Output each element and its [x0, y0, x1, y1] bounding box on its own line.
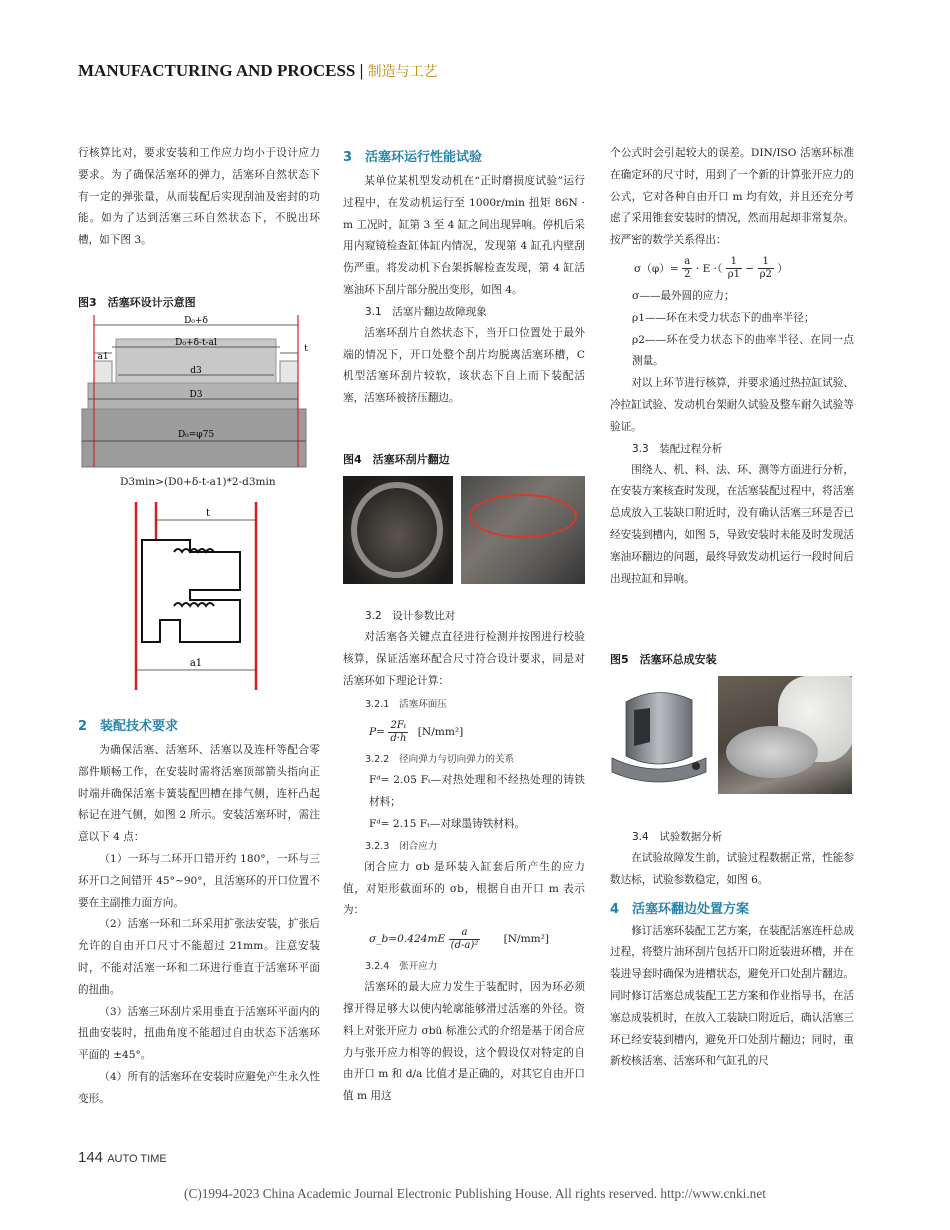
section-3-2-1-title: 3.2.1 活塞环面压 [365, 699, 447, 711]
section-3-2-4-title: 3.2.4 张开应力 [365, 961, 438, 973]
right-column [610, 143, 854, 590]
fig3-ring-right [280, 361, 298, 383]
section-4-title: 4 活塞环翻边处置方案 [610, 901, 750, 917]
fig3-label-d3: d3 [190, 366, 202, 376]
figure-3b-diagram [120, 500, 280, 696]
formula-4-den-3: ρ2 [759, 269, 772, 281]
figure-3-diagram [78, 313, 320, 471]
fig3-label-top: D₀+δ [184, 316, 208, 326]
piston-ring-highlight [469, 494, 577, 538]
left-column [78, 143, 320, 252]
cylinder-bore-ring [351, 482, 443, 578]
formula-4-den-2: ρ1 [727, 269, 740, 281]
right-column-lower [610, 827, 854, 1073]
formula-1-fraction [388, 720, 408, 745]
formula-face-pressure [343, 715, 585, 749]
formula-1-numerator: 2Fₜ [388, 720, 408, 733]
fig3b-ring-profile [142, 540, 240, 642]
page-number: 144 [78, 1149, 104, 1166]
figure-3-formula: D3min>(D0+δ-t-a1)*2-d3min [120, 476, 276, 488]
section-3-title: 3 活塞环运行性能试验 [343, 150, 483, 165]
formula-3-unit: [N/mm²] [503, 933, 550, 946]
intro-paragraph: 行核算比对，要求安装和工作应力均小于设计应力要求。为了确保活塞环的弹力，活塞环自然状态下有一定的弹张量，从而装配后实现刮油及密封的功能。如为了达到活塞三环自然状态下，不脱出环槽，如下图 3。 [78, 147, 320, 247]
figure-4-title: 图4 活塞环刮片翻边 [343, 453, 450, 466]
header-separator: | [359, 61, 364, 80]
left-column-section-2 [78, 715, 320, 1111]
section-3-4-title: 3.4 试验数据分析 [632, 831, 723, 843]
fig3-label-t: t [304, 344, 308, 354]
fixture-notch [634, 708, 650, 746]
figure-5-fixture-render [606, 680, 712, 792]
formula-radial-force-2: Fᵈ= 2.15 Fₜ—对球墨铸铁材料。 [369, 817, 526, 830]
figure-3-title: 图3 活塞环设计示意图 [78, 296, 196, 309]
formula-3-denominator: (d-a)² [450, 939, 479, 951]
formula-4-num-3: 1 [758, 256, 774, 269]
definition-rho2: ρ2——环在受力状态下的曲率半径、在同一点测量。 [632, 333, 854, 368]
formula-radial-force-1: Fᵈ= 2.05 Fₜ—对热处理和不经热处理的铸铁材料； [369, 774, 585, 809]
page-footer [78, 1149, 167, 1166]
section-3-2-2-title: 3.2.2 径向弹力与切向弹力的关系 [365, 754, 515, 766]
formula-3-numerator: a [449, 927, 481, 940]
fig3-label-mid: D₀+δ-t-al [175, 338, 217, 348]
fig3-label-a1: a1 [97, 352, 109, 362]
fixture-bolt-hole [692, 762, 700, 770]
formula-4-fraction-2 [726, 256, 742, 281]
right-paragraph-2: 对以上环节进行核算，并要求通过热拉缸试验、冷拉缸试验、发动机台架耐久试验及整车耐久试验等验证。 [610, 377, 854, 433]
running-header [78, 61, 438, 81]
section-3-paragraph: 某单位某机型发动机在“正时磨损度试验”运行过程中，在发动机运行至 1000r/min 扭矩 86N · m 工况时，缸第 3 至 4 缸之间出现异响。停机后采用内窥镜检查缸体缸内情况，发现第 4 缸孔内壁刮伤严重。将发动机下台架拆解检查发现，第 4 缸活塞油环下刮片部分脱出变形，如图 4。 [343, 175, 585, 296]
formula-4-minus: − [745, 262, 755, 275]
section-3-2-3-paragraph: 闭合应力 σb 是环装入缸套后所产生的应力值，对矩形截面环的 σb，根据自由开口 m 表示为： [343, 860, 585, 917]
fig3-label-base: D₀=φ75 [177, 430, 215, 440]
formula-4-den-1: 2 [684, 269, 691, 281]
middle-column [343, 146, 585, 410]
formula-1-unit: [N/mm²] [417, 726, 464, 739]
formula-4-num-2: 1 [726, 256, 742, 269]
section-2-paragraph-1: 为确保活塞、活塞环、活塞以及连杆等配合零部件顺畅工作，在安装时需将活塞顶部箭头指向正时端并确保活塞卡簧装配凹槽在排气侧，连杆凸起标记在进气侧，如图 2 所示。安装活塞环时，需注意以下 4 点： [78, 744, 320, 844]
section-3-2-paragraph: 对活塞各关键点直径进行检测并按图进行校验核算，保证活塞环配合尺寸符合设计要求，同是对活塞环如下理论计算： [343, 631, 585, 687]
fig3b-label-a1: a1 [189, 658, 203, 669]
fig3-ring-left [94, 361, 112, 383]
section-3-1-title: 3.1 活塞片翻边故障现象 [365, 305, 487, 318]
definition-rho1: ρ1——环在未受力状态下的曲率半径； [632, 311, 815, 324]
figure-4-photo-left [343, 476, 453, 584]
middle-column-lower [343, 606, 585, 1108]
definition-sigma: σ——最外圆的应力； [632, 289, 735, 302]
figure-5-title: 图5 活塞环总成安装 [610, 653, 717, 666]
formula-3-lhs: σ_b=0.424mE [369, 933, 446, 946]
formula-4-fraction-3 [758, 256, 774, 281]
magazine-name: AUTO TIME [107, 1153, 167, 1165]
figure-4-photo-right [461, 476, 585, 584]
formula-4-mid: · E ·（ [695, 262, 723, 275]
section-2-item-1: （1）一环与二环开口错开约 180°，一环与三环开口之间错开 45°~90°，且活塞环的开口位置不要在主副推力面方向。 [78, 852, 320, 909]
formula-3-fraction [449, 927, 481, 952]
figure-5-photo [718, 676, 852, 794]
section-2-item-4: （4）所有的活塞环在安装时应避免产生永久性变形。 [78, 1070, 320, 1105]
header-title-en: MANUFACTURING AND PROCESS [78, 61, 356, 80]
section-3-4-paragraph: 在试验故障发生前，试验过程数据正常，性能参数达标，试验参数稳定，如图 6。 [610, 852, 854, 886]
formula-4-lhs: σ（φ）= [634, 262, 679, 275]
section-3-3-paragraph: 围绕人、机、料、法、环、测等方面进行分析，在安装方案核查时发现，在活塞装配过程中，将活塞总成放入工装缺口附近时，没有确认活塞三环是否已经安装到槽内，如图 5，导致安装时未能及时发现活塞油环翻边的问题，最终导致发动机运行一段时间后出现拉缸和异响。 [610, 463, 854, 585]
formula-4-fraction-1 [682, 256, 692, 281]
section-2-item-2: （2）活塞一环和二环采用扩张法安装，扩张后允许的自由开口尺寸不能超过 21mm。注意安装时，不能对活塞一环和二环进行垂直于活塞环平面的扭曲。 [78, 918, 320, 996]
section-3-2-title: 3.2 设计参数比对 [365, 610, 456, 622]
formula-opening-stress [610, 252, 854, 286]
section-3-1-paragraph: 活塞环刮片自然状态下，当开口位置处于最外端的情况下，开口处整个刮片均脱离活塞环槽，C 机型活塞环刮片较软，该状态下自上而下装配活塞，活塞环被挤压翻边。 [343, 326, 585, 405]
section-3-2-4-paragraph: 活塞环的最大应力发生于装配时，因为环必须撑开得足够大以使内轮廓能够滑过活塞的外径。资料上对张开应力 σbü 标准公式的介绍是基于闭合应力与张开应力相等的假设，这个假设仅对特定的自由开口 m 和 d/a 比值才是正确的，对其它自由开口值 m 用这 [343, 981, 585, 1103]
section-2-title: 2 装配技术要求 [78, 719, 179, 734]
section-4-paragraph: 修订活塞环装配工艺方案，在装配活塞连杆总成过程，将整片油环刮片包括开口附近装进环槽，并在装进导套时确保为进槽状态，避免开口处刮片翻边。同时修订活塞总成装配工艺方案和作业指导书，在活塞总成装机时，在放入工装缺口附近后，确认活塞三环已经安装到槽内，避免开口处刮片翻边；同时，重新校核活塞、活塞环和气缸孔的尺 [610, 924, 854, 1068]
copyright-line: (C)1994-2023 China Academic Journal Electronic Publishing House. All rights reserved. http://www.cnki.net [184, 1186, 766, 1201]
section-3-3-title: 3.3 装配过程分析 [632, 442, 723, 455]
formula-4-rhs: ） [777, 262, 788, 275]
formula-1-denominator: d·h [390, 732, 407, 744]
piston-top [726, 726, 818, 778]
right-paragraph-1: 个公式时会引起较大的误差。DIN/ISO 活塞环标准在确定环的尺寸时，用到了一个新的计算张开应力的公式，它对各种自由开口 m 均有效，并且还充分考虑了采用锥套安装时的情况，然而用起却非常复杂。按严密的数学关系得出： [610, 147, 854, 247]
fig3-label-D3: D3 [189, 390, 203, 400]
formula-1-lhs: P= [369, 726, 386, 739]
formula-closing-stress [343, 922, 585, 956]
fig3b-label-t: t [205, 508, 211, 519]
header-title-zh: 制造与工艺 [367, 64, 438, 80]
section-2-item-3: （3）活塞三环刮片采用垂直于活塞环平面内的扭曲安装时，扭曲角度不能超过自由状态下活塞环平面的 ±45°。 [78, 1005, 320, 1062]
section-3-2-3-title: 3.2.3 闭合应力 [365, 840, 438, 852]
formula-4-num-1: a [682, 256, 692, 269]
